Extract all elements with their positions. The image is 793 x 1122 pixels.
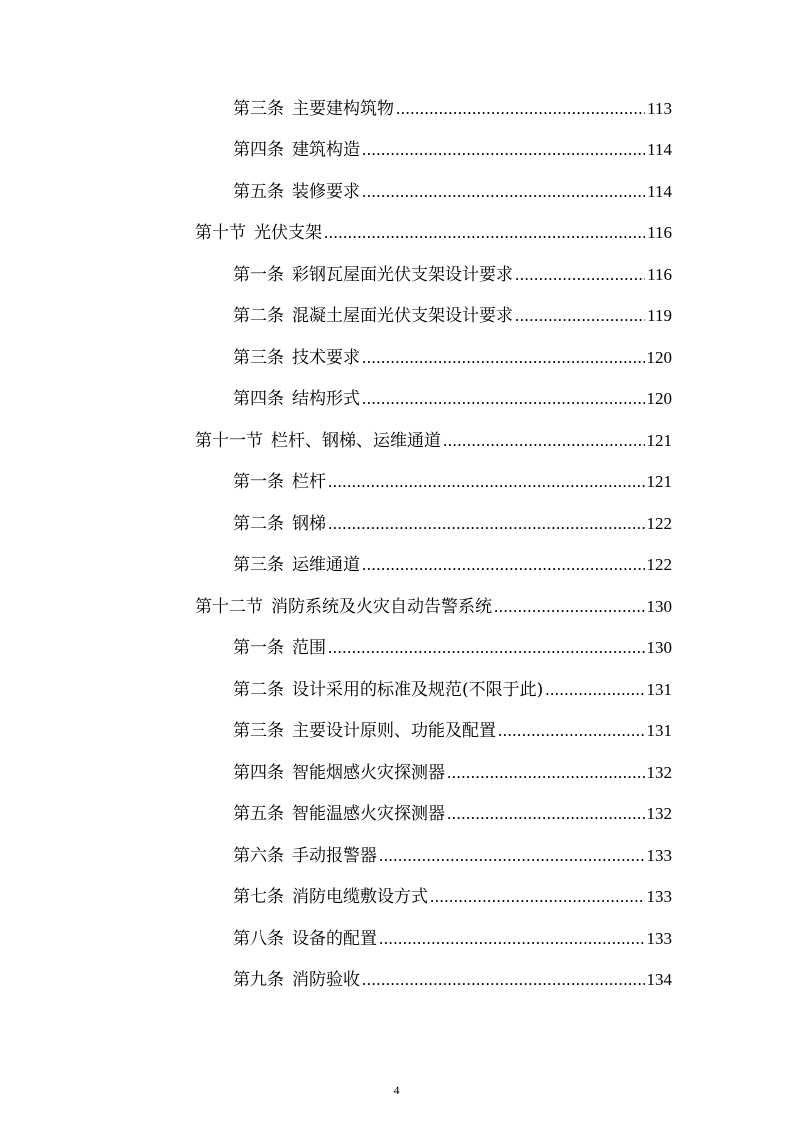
toc-leader-dots [443,430,645,452]
toc-leader-dots [515,305,645,327]
toc-entry-page: 133 [646,845,672,865]
toc-entry-page: 114 [647,181,672,201]
toc-entry-title: 范围 [292,638,326,659]
toc-leader-dots [447,762,645,784]
toc-entry[interactable] [0,960,793,1002]
toc-section-page: 130 [646,596,672,616]
toc-entry-title: 智能烟感火灾探测器 [292,762,445,783]
toc-entry-page: 120 [646,347,672,367]
toc-entry-page: 131 [646,721,672,741]
toc-entry[interactable] [0,254,793,296]
toc-leader-dots [328,637,645,659]
toc-entry-number: 第五条 [233,181,284,202]
toc-entry[interactable] [0,794,793,836]
toc-entry-number: 第三条 [233,98,284,119]
toc-entry[interactable] [0,296,793,338]
toc-entry[interactable] [0,88,793,130]
toc-section-number: 第十一节 [195,430,263,451]
toc-leader-dots [362,347,645,369]
toc-section-title: 光伏支架 [254,223,322,244]
toc-leader-dots [362,554,645,576]
toc-entry-page: 133 [646,928,672,948]
toc-entry-number: 第八条 [233,928,284,949]
toc-entry-number: 第四条 [233,389,284,410]
toc-entry-title: 设计采用的标准及规范(不限于此) [292,679,544,700]
toc-entry[interactable] [0,835,793,877]
toc-entry-title: 智能温感火灾探测器 [292,804,445,825]
toc-section[interactable] [0,586,793,628]
toc-leader-dots [379,845,645,867]
toc-entry-number: 第三条 [233,721,284,742]
toc-leader-dots [362,139,645,161]
toc-entry[interactable] [0,545,793,587]
toc-entry-number: 第二条 [233,306,284,327]
toc-entry-number: 第四条 [233,140,284,161]
toc-entry-number: 第一条 [233,264,284,285]
toc-entry-title: 主要建构筑物 [292,98,394,119]
toc-entry-page: 121 [646,472,672,492]
toc-leader-dots [362,969,645,991]
table-of-contents [0,88,793,1001]
toc-section-number: 第十节 [195,223,246,244]
toc-entry-page: 122 [646,555,672,575]
toc-entry-page: 114 [647,140,672,160]
page-number-footer: 4 [393,1083,400,1097]
toc-entry-title: 主要设计原则、功能及配置 [292,721,496,742]
toc-section-title: 消防系统及火灾自动告警系统 [271,596,492,617]
toc-entry-page: 113 [647,98,672,118]
toc-entry[interactable] [0,337,793,379]
toc-entry-number: 第四条 [233,762,284,783]
toc-entry-number: 第二条 [233,679,284,700]
toc-entry[interactable] [0,711,793,753]
toc-entry-page: 119 [647,306,672,326]
toc-entry-page: 122 [646,513,672,533]
toc-entry-page: 133 [646,887,672,907]
toc-leader-dots [430,886,645,908]
toc-entry-number: 第九条 [233,970,284,991]
toc-leader-dots [379,928,645,950]
toc-entry-title: 设备的配置 [292,928,377,949]
toc-leader-dots [498,720,645,742]
toc-entry[interactable] [0,503,793,545]
toc-leader-dots [328,513,645,535]
toc-section-title: 栏杆、钢梯、运维通道 [271,430,441,451]
toc-entry-title: 消防电缆敷设方式 [292,887,428,908]
toc-entry-title: 装修要求 [292,181,360,202]
toc-entry-title: 栏杆 [292,472,326,493]
toc-entry-number: 第一条 [233,472,284,493]
toc-entry[interactable] [0,462,793,504]
toc-entry-title: 建筑构造 [292,140,360,161]
toc-leader-dots [362,388,645,410]
toc-leader-dots [515,264,645,286]
toc-entry-number: 第二条 [233,513,284,534]
toc-entry[interactable] [0,628,793,670]
toc-leader-dots [328,471,645,493]
toc-entry-title: 技术要求 [292,347,360,368]
toc-entry-page: 132 [646,762,672,782]
toc-section-page: 121 [646,430,672,450]
toc-section[interactable] [0,420,793,462]
toc-section-number: 第十二节 [195,596,263,617]
toc-leader-dots [396,98,645,120]
toc-leader-dots [545,679,644,701]
toc-entry-title: 结构形式 [292,389,360,410]
toc-entry-number: 第一条 [233,638,284,659]
toc-section[interactable] [0,213,793,255]
toc-entry-page: 120 [646,389,672,409]
toc-entry-number: 第三条 [233,555,284,576]
toc-entry-page: 131 [646,679,672,699]
toc-entry-page: 130 [646,638,672,658]
toc-entry-title: 彩钢瓦屋面光伏支架设计要求 [292,264,513,285]
toc-entry-title: 混凝土屋面光伏支架设计要求 [292,306,513,327]
toc-entry-number: 第三条 [233,347,284,368]
toc-entry[interactable] [0,918,793,960]
toc-entry-number: 第七条 [233,887,284,908]
toc-entry[interactable] [0,171,793,213]
toc-entry-title: 手动报警器 [292,845,377,866]
toc-entry-page: 116 [647,264,672,284]
toc-entry-number: 第五条 [233,804,284,825]
toc-entry-title: 钢梯 [292,513,326,534]
toc-leader-dots [447,803,645,825]
toc-entry-title: 消防验收 [292,970,360,991]
toc-entry-page: 132 [646,804,672,824]
toc-entry[interactable] [0,752,793,794]
toc-entry-page: 134 [646,970,672,990]
toc-entry[interactable] [0,379,793,421]
toc-section-page: 116 [647,223,672,243]
toc-entry[interactable] [0,669,793,711]
toc-leader-dots [324,222,645,244]
toc-entry-title: 运维通道 [292,555,360,576]
toc-entry[interactable] [0,130,793,172]
toc-leader-dots [362,181,645,203]
toc-leader-dots [494,596,645,618]
toc-entry-number: 第六条 [233,845,284,866]
toc-entry[interactable] [0,877,793,919]
